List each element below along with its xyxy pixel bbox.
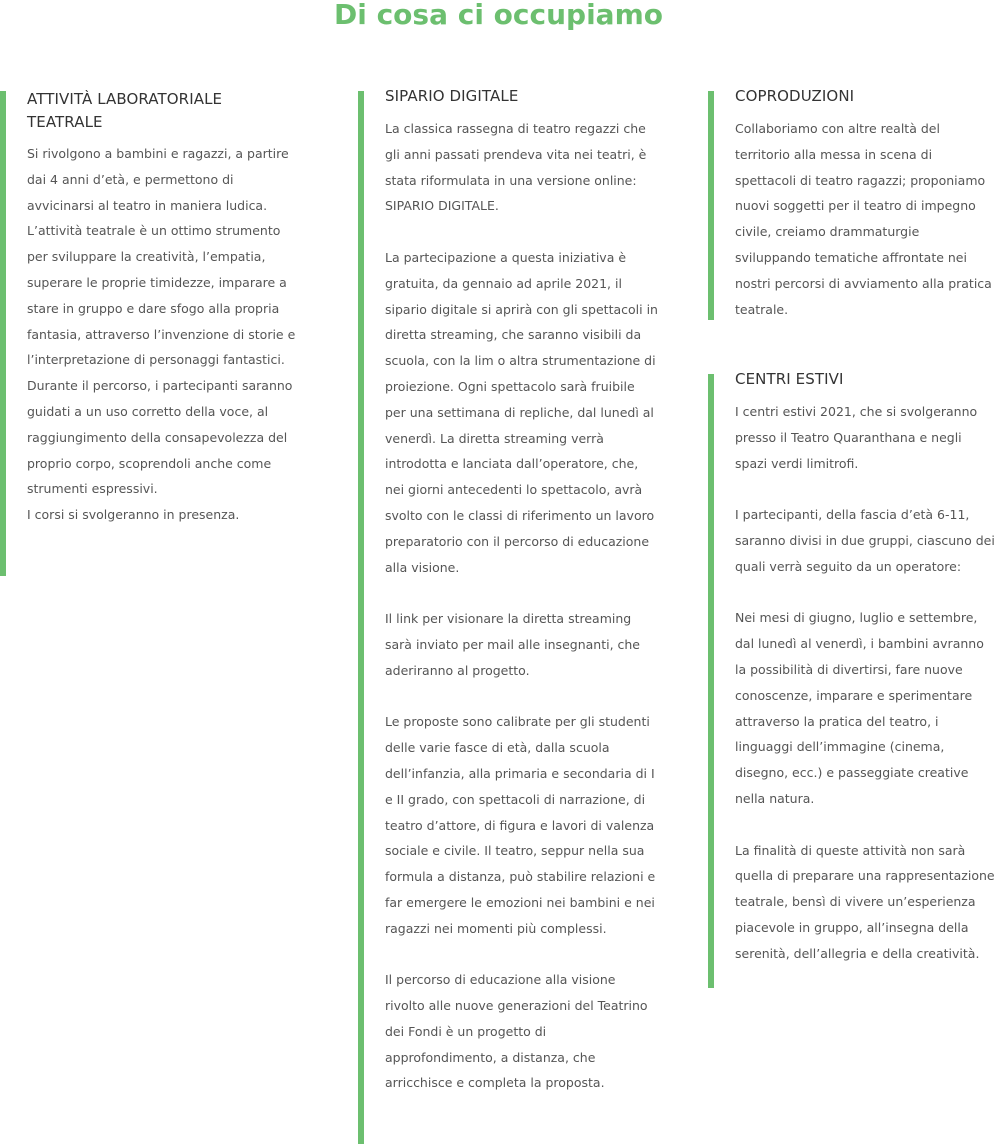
section-title: ATTIVITÀ LABORATORIALE TEATRALE bbox=[27, 90, 223, 131]
paragraph: Il percorso di educazione alla visione rivolto alle nuove generazioni del Teatrino dei Fondi è un progetto di approfondimento, a distanza, che arricchisce e completa la proposta. bbox=[385, 972, 648, 1091]
paragraph: I centri estivi 2021, che si svolgeranno presso il Teatro Quaranthana e negli spazi verdi limitrofi. bbox=[735, 404, 978, 471]
paragraph: I partecipanti, della fascia d’età 6-11, saranno divisi in due gruppi, ciascuno dei quali verrà seguito da un operatore: bbox=[735, 507, 995, 574]
section-body bbox=[385, 116, 658, 1096]
paragraph: La classica rassegna di teatro regazzi che gli anni passati prendeva vita nei teatri, è stata riformulata in una versione online: SIPARIO DIGITALE. bbox=[385, 121, 647, 214]
paragraph: La partecipazione a questa iniziativa è gratuita, da gennaio ad aprile 2021, il sipario digitale si aprirà con gli spettacoli in diretta streaming, che saranno visibili da scuola, con la lim o altra strumentazione di proiezione. Ogni spettacolo sarà fruibile per una settimana di repliche, dal lunedì al venerdì. La diretta streaming verrà introdotta e lanciata dall’operatore, che, nei giorni antecedenti lo spettacolo, avrà svolto con le classi di riferimento un lavoro preparatorio con il percorso di educazione alla visione. bbox=[385, 249, 658, 575]
section-centri-estivi bbox=[708, 370, 997, 988]
section-title: COPRODUZIONI bbox=[735, 87, 855, 105]
section-body bbox=[735, 399, 997, 967]
section-title: CENTRI ESTIVI bbox=[735, 370, 844, 388]
paragraph: Il link per visionare la diretta streaming sarà inviato per mail alle insegnanti, che aderiranno al progetto. bbox=[385, 611, 640, 678]
paragraph: Nei mesi di giugno, luglio e settembre, dal lunedì al venerdì, i bambini avranno la possibilità di divertirsi, fare nuove conoscenze, imparare e sperimentare attraverso la pratica del teatro, i linguaggi dell’immagine (cinema, disegno, ecc.) e passeggiate creative nella natura. bbox=[735, 610, 984, 806]
paragraph: Collaboriamo con altre realtà del territorio alla messa in scena di spettacoli di teatro ragazzi; proponiamo nuovi soggetti per il teatro di impegno civile, creiamo drammaturgie sviluppando tematiche affrontate nei nostri percorsi di avviamento alla pratica teatrale. bbox=[735, 121, 992, 317]
section-title: SIPARIO DIGITALE bbox=[385, 87, 519, 105]
section-coproduzioni bbox=[708, 87, 997, 320]
paragraph: I corsi si svolgeranno in presenza. bbox=[27, 507, 240, 523]
paragraph: La finalità di queste attività non sarà quella di preparare una rappresentazione teatrale, bensì di vivere un’esperienza piacevole in gruppo, all’insegna della serenità, dell’allegria e della creatività. bbox=[735, 842, 995, 961]
section-body bbox=[27, 141, 300, 528]
paragraph: Si rivolgono a bambini e ragazzi, a partire dai 4 anni d’età, e permettono di avvicinarsi al teatro in maniera ludica. bbox=[27, 146, 289, 213]
section-attivita-laboratoriale bbox=[0, 91, 300, 576]
section-body bbox=[735, 116, 997, 322]
paragraph: Durante il percorso, i partecipanti saranno guidati a un uso corretto della voce, al raggiungimento della consapevolezza del proprio corpo, scoprendoli anche come strumenti espressivi. bbox=[27, 378, 293, 497]
paragraph: Le proposte sono calibrate per gli studenti delle varie fasce di età, dalla scuola dell’infanzia, alla primaria e secondaria di I e II grado, con spettacoli di narrazione, di teatro d’attore, di figura e lavori di valenza sociale e civile. Il teatro, seppur nella sua formula a distanza, può stabilire relazioni e far emergere le emozioni nei bambini e nei ragazzi nei momenti più complessi. bbox=[385, 714, 656, 936]
section-sipario-digitale bbox=[358, 87, 658, 1144]
page-title: Di cosa ci occupiamo bbox=[334, 0, 663, 31]
paragraph: L’attività teatrale è un ottimo strumento per sviluppare la creatività, l’empatia, superare le proprie timidezze, imparare a stare in gruppo e dare sfogo alla propria fantasia, attraverso l’invenzione di storie e l’interpretazione di personaggi fantastici. bbox=[27, 223, 296, 368]
